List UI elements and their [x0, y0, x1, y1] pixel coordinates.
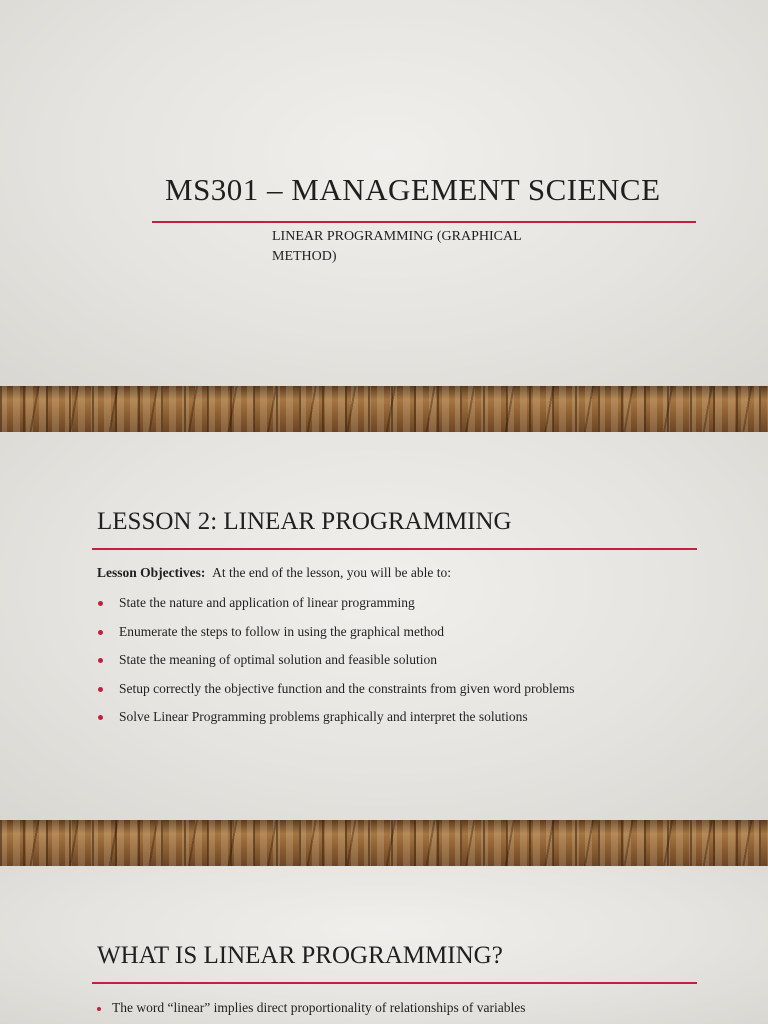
bullet-icon: [98, 687, 103, 692]
list-item-text: Setup correctly the objective function and the constraints from given word problems: [119, 680, 575, 696]
list-item: [97, 709, 575, 738]
title-underline: [92, 982, 697, 984]
objectives-text: At the end of the lesson, you will be able to:: [212, 565, 451, 580]
list-item-text: State the meaning of optimal solution and feasible solution: [119, 652, 437, 668]
bullet-icon: [98, 715, 103, 720]
list-item: [97, 652, 575, 681]
lesson-objectives-slide: [0, 432, 768, 820]
bullet-icon: [97, 1007, 101, 1011]
objectives-intro: [97, 565, 451, 581]
bullet-icon: [98, 601, 103, 606]
what-is-lp-slide: [0, 866, 768, 1024]
bullet-icon: [98, 658, 103, 663]
title-slide: [0, 0, 768, 386]
slide-title: LESSON 2: LINEAR PROGRAMMING: [97, 508, 512, 535]
list-item: [97, 681, 575, 710]
wood-floor-divider: [0, 386, 768, 432]
bullet-icon: [98, 630, 103, 635]
list-item: [97, 1000, 526, 1016]
title-underline: [92, 548, 697, 550]
title-underline: [152, 221, 696, 223]
list-item-text: Enumerate the steps to follow in using the graphical method: [119, 623, 445, 639]
wood-floor-divider: [0, 820, 768, 866]
slide-title: WHAT IS LINEAR PROGRAMMING?: [97, 942, 503, 969]
objectives-label: Lesson Objectives:: [97, 565, 206, 580]
list-item-text: The word “linear” implies direct proportionality of relationships of variables: [112, 1000, 526, 1015]
slide-title: MS301 – MANAGEMENT SCIENCE: [165, 172, 661, 207]
objectives-list: [97, 595, 575, 738]
list-item-text: Solve Linear Programming problems graphically and interpret the solutions: [119, 709, 528, 725]
list-item: [97, 595, 575, 624]
list-item: [97, 624, 575, 653]
slide-subtitle: LINEAR PROGRAMMING (GRAPHICAL METHOD): [272, 229, 522, 264]
list-item-text: State the nature and application of linear programming: [119, 595, 415, 610]
